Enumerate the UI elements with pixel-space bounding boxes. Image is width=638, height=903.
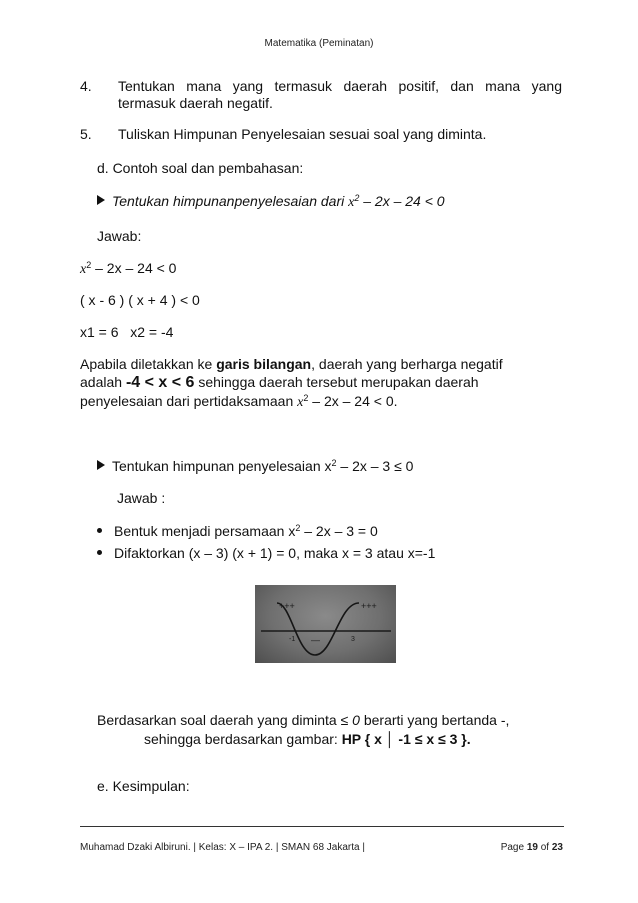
step-text: termasuk daerah negatif. <box>118 95 273 111</box>
section-heading-d: d. Contoh soal dan pembahasan: <box>97 160 304 176</box>
minus-label: — <box>311 635 320 645</box>
jawab-label: Jawab: <box>97 228 142 244</box>
conclusion-line: Berdasarkan soal daerah yang diminta ≤ 0 berarti yang bertanda -, <box>97 712 510 728</box>
explanation-line: adalah -4 < x < 6 sehingga daerah tersebut merupakan daerah <box>80 374 479 391</box>
step-number: 5. <box>80 126 92 142</box>
page-number: Page 19 of 23 <box>500 842 563 853</box>
list-item: Bentuk menjadi persamaan $x^2 - 2x - 3 = 0$ <box>97 523 378 540</box>
example2-question: Tentukan himpunan penyelesaian $x^2 - 2x - 3 \le 0$ <box>97 458 413 475</box>
section-heading-e: e. Kesimpulan: <box>97 778 190 794</box>
sign-chart-photo <box>255 585 396 663</box>
equation-line: ( x - 6 ) ( x + 4 ) < 0 <box>80 292 200 308</box>
plus-right-label: +++ <box>361 601 377 611</box>
footer-info: Muhamad Dzaki Albiruni. | Kelas: X – IPA 2. | SMAN 68 Jakarta | <box>80 842 365 853</box>
conclusion-line: sehingga berdasarkan gambar: HP { x │ -1 ≤ x ≤ 3 }. <box>144 731 471 747</box>
arrow-bullet-icon <box>97 460 105 470</box>
root-right-label: 3 <box>351 636 355 643</box>
root-left-label: -1 <box>289 636 296 643</box>
footer-divider <box>80 826 564 827</box>
step-number: 4. <box>80 78 92 94</box>
page-header: Matematika (Peminatan) <box>264 38 374 49</box>
plus-left-label: +++ <box>279 601 295 611</box>
bullet-icon <box>97 550 102 555</box>
step-text: Tuliskan Himpunan Penyelesaian sesuai soal yang diminta. <box>118 126 487 142</box>
step-text: Tentukan mana yang termasuk daerah positif, dan mana yang <box>118 78 562 94</box>
equation-line: x1 = 6 x2 = -4 <box>80 324 174 340</box>
arrow-bullet-icon <box>97 195 105 205</box>
list-item: Difaktorkan (x – 3) (x + 1) = 0, maka x = 3 atau x=-1 <box>97 545 435 562</box>
jawab-label: Jawab : <box>117 490 166 506</box>
bullet-icon <box>97 528 102 533</box>
equation-line: $x^2 - 2x - 24 < 0$ <box>80 260 177 277</box>
explanation-line: Apabila diletakkan ke garis bilangan, daerah yang berharga negatif <box>80 356 503 372</box>
example1-question: Tentukan himpunanpenyelesaian dari $x^2 - 2x - 24 < 0$ <box>97 193 445 211</box>
sign-chart-drawing <box>255 585 396 663</box>
explanation-line: penyelesaian dari pertidaksamaan $x^2 - 2x - 24 < 0$. <box>80 393 398 410</box>
